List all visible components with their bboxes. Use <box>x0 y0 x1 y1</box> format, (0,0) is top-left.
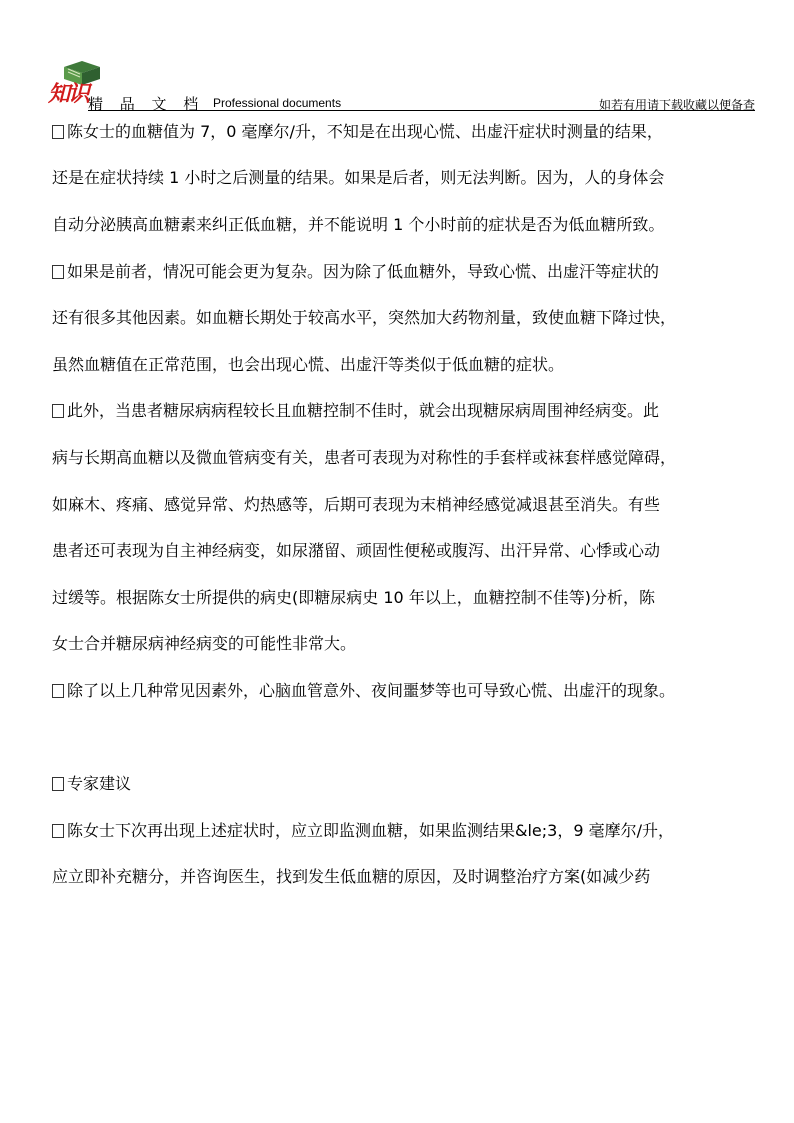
paragraph-marker-icon <box>52 684 64 698</box>
text-line <box>52 821 674 841</box>
text-line <box>52 867 650 887</box>
text-line <box>52 681 675 701</box>
line-text: 如果是前者，情况可能会更为复杂。因为除了低血糖外，导致心慌、出虚汗等症状的 <box>67 262 660 281</box>
paragraph-marker-icon <box>52 824 64 838</box>
brand-subtitle: Professional documents <box>213 96 342 110</box>
line-text: 如麻木、疼痛、感觉异常、灼热感等，后期可表现为末梢神经感觉减退甚至消失。有些 <box>52 495 661 514</box>
line-text: 应立即补充糖分，并咨询医生，找到发生低血糖的原因，及时调整治疗方案(如减少药 <box>52 867 651 886</box>
line-text: 专家建议 <box>67 774 132 793</box>
logo-text: 知识 <box>48 81 89 107</box>
text-line <box>52 401 659 421</box>
text-line <box>52 355 564 375</box>
text-line <box>52 308 676 328</box>
paragraph-marker-icon <box>52 265 64 279</box>
text-line <box>52 774 131 794</box>
line-text: 此外，当患者糖尿病病程较长且血糖控制不佳时，就会出现糖尿病周围神经病变。此 <box>67 401 660 420</box>
page-header <box>48 55 755 111</box>
line-text: 陈女士的血糖值为 7，0 毫摩尔/升，不知是在出现心慌、出虚汗症状时测量的结果， <box>67 122 663 141</box>
brand-title: 精 品 文 档 <box>88 95 205 113</box>
line-text: 除了以上几种常见因素外，心脑血管意外、夜间噩梦等也可导致心慌、出虚汗的现象。 <box>67 681 676 700</box>
line-text: 过缓等。根据陈女士所提供的病史(即糖尿病史 10 年以上，血糖控制不佳等)分析，陈 <box>52 588 656 607</box>
paragraph-marker-icon <box>52 125 64 139</box>
text-line <box>52 215 664 235</box>
header-divider <box>88 110 755 111</box>
text-line <box>52 588 655 608</box>
text-line <box>52 541 660 561</box>
line-text: 陈女士下次再出现上述症状时，应立即监测血糖，如果监测结果&le;3，9 毫摩尔/升， <box>67 821 674 840</box>
line-text: 病与长期高血糖以及微血管病变有关，患者可表现为对称性的手套样或袜套样感觉障碍， <box>52 448 677 467</box>
line-text: 还是在症状持续 1 小时之后测量的结果。如果是后者，则无法判断。因为，人的身体会 <box>52 168 665 187</box>
text-line <box>52 448 676 468</box>
text-line <box>52 495 660 515</box>
line-text: 还有很多其他因素。如血糖长期处于较高水平，突然加大药物剂量，致使血糖下降过快， <box>52 308 677 327</box>
text-line <box>52 168 664 188</box>
text-line <box>52 122 663 142</box>
text-line <box>52 634 356 654</box>
text-line <box>52 262 659 282</box>
download-note: 如若有用请下载收藏以便备查 <box>598 98 755 112</box>
paragraph-marker-icon <box>52 777 64 791</box>
paragraph-marker-icon <box>52 404 64 418</box>
line-text: 患者还可表现为自主神经病变，如尿潴留、顽固性便秘或腹泻、出汗异常、心悸或心动 <box>52 541 661 560</box>
line-text: 女士合并糖尿病神经病变的可能性非常大。 <box>52 634 357 653</box>
line-text: 虽然血糖值在正常范围，也会出现心慌、出虚汗等类似于低血糖的症状。 <box>52 355 565 374</box>
line-text: 自动分泌胰高血糖素来纠正低血糖，并不能说明 1 个小时前的症状是否为低血糖所致。 <box>52 215 665 234</box>
